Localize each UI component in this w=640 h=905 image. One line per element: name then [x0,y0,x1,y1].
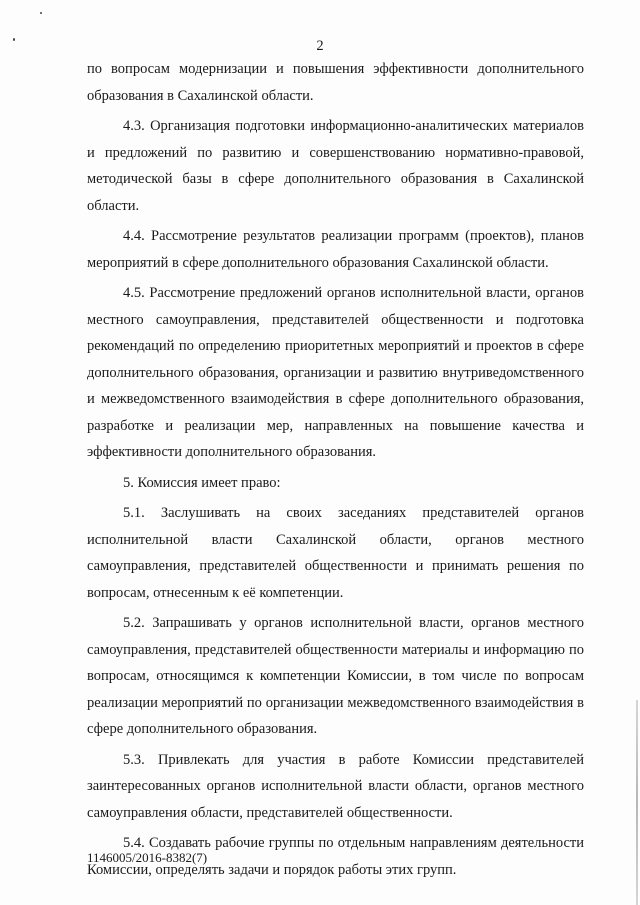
document-registration-code: 1146005/2016-8382(7) [87,850,208,865]
paragraph-4-5: 4.5. Рассмотрение предложений органов исполнительной власти, органов местного самоуправления, представителей общественности и подготовка рекомендаций по определению приоритетных мероприятий и проектов в сфере дополнительного образования, организации и развитию внутриведомственного и межведомственного взаимодействия в сфере дополнительного образования, разработке и реализации мер, направленных на повышение качества и эффективности дополнительного образования. [87,285,584,460]
paragraph-5-2: 5.2. Запрашивать у органов исполнительной власти, органов местного самоуправления, представителей общественности материалы и информацию по вопросам, относящимся к компетенции Комиссии, в том числе по вопросам реализации мероприятий по организации межведомственного взаимодействия в сфере дополнительного образования. [87,615,584,737]
paragraph-4-4: 4.4. Рассмотрение результатов реализации программ (проектов), планов мероприятий в сфере дополнительного образования Сахалинской области. [87,228,584,271]
scan-speck [40,12,42,14]
paragraph-5: 5. Комиссия имеет право: [123,474,281,491]
paragraph-5-4: 5.4. Создавать рабочие группы по отдельным направлениям деятельности Комиссии, определять задачи и порядок работы этих групп. [87,835,584,878]
paragraph-5-1: 5.1. Заслушивать на своих заседаниях представителей органов исполнительной власти Сахалинской области, органов местного самоуправления, представителей общественности и принимать решения по вопросам, отнесенным к её компетенции. [87,505,584,601]
paragraph-continuation: по вопросам модернизации и повышения эффективности дополнительного образования в Сахалинской области. [87,61,584,104]
page-number: 2 [316,38,324,54]
scan-edge-shadow [636,700,638,905]
paragraph-5-3: 5.3. Привлекать для участия в работе Комиссии представителей заинтересованных органов исполнительной власти области, органов местного самоуправления области, представителей общественности. [87,751,584,821]
paragraph-4-3: 4.3. Организация подготовки информационно-аналитических материалов и предложений по развитию и совершенствованию нормативно-правовой, методической базы в сфере дополнительного образования в Сахалинской области. [87,118,584,214]
document-body [87,56,584,883]
